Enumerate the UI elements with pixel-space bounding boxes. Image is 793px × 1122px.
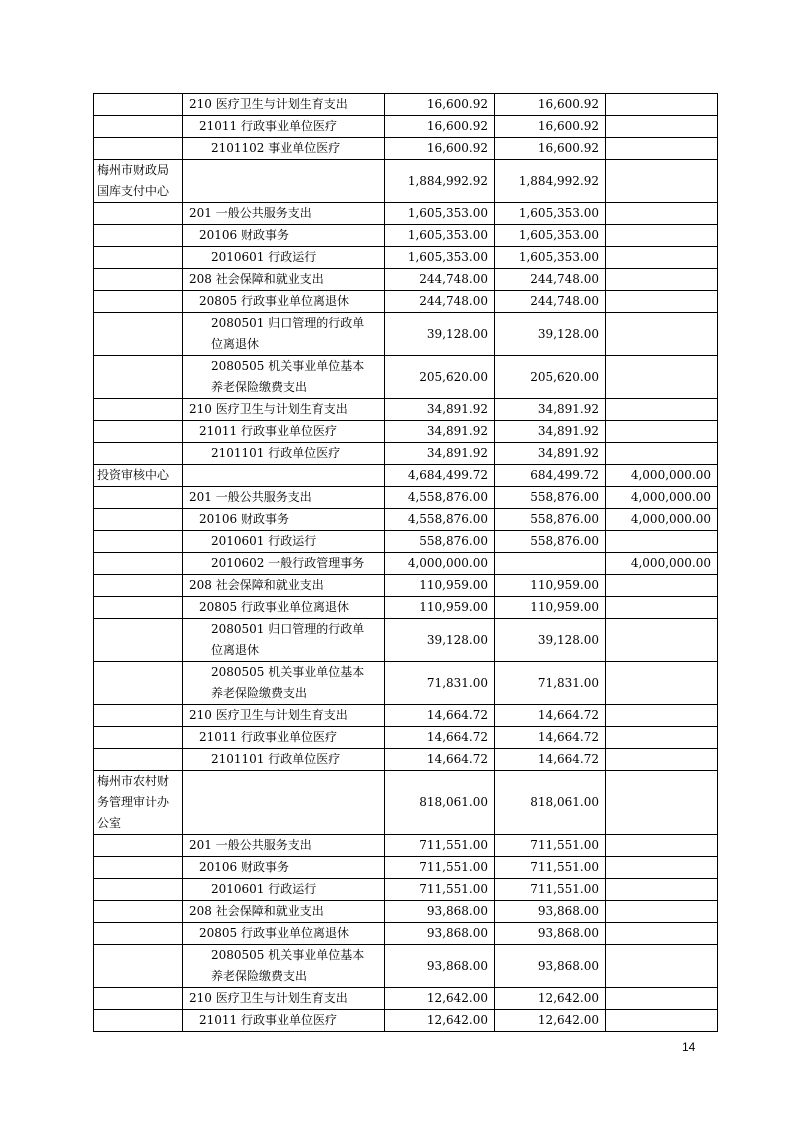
table-row <box>94 313 718 356</box>
total-cell: 1,605,353.00 <box>385 247 495 269</box>
basic-expense-cell: 34,891.92 <box>495 443 606 465</box>
total-cell: 711,551.00 <box>385 857 495 879</box>
table-row <box>94 531 718 553</box>
unit-cell <box>94 597 183 619</box>
total-cell: 4,684,499.72 <box>385 465 495 487</box>
unit-cell <box>94 225 183 247</box>
project-expense-cell: 4,000,000.00 <box>606 487 718 509</box>
subject-cell <box>183 771 385 835</box>
project-expense-cell <box>606 203 718 225</box>
unit-cell <box>94 553 183 575</box>
project-expense-cell <box>606 857 718 879</box>
subject-cell: 210 医疗卫生与计划生育支出 <box>183 988 385 1010</box>
project-expense-cell <box>606 399 718 421</box>
project-expense-cell <box>606 160 718 203</box>
subject-cell: 20805 行政事业单位离退休 <box>183 923 385 945</box>
basic-expense-cell: 711,551.00 <box>495 835 606 857</box>
subject-cell: 2080505 机关事业单位基本养老保险缴费支出 <box>183 662 385 705</box>
basic-expense-cell: 93,868.00 <box>495 923 606 945</box>
unit-cell <box>94 94 183 116</box>
project-expense-cell <box>606 662 718 705</box>
total-cell: 93,868.00 <box>385 945 495 988</box>
basic-expense-cell: 34,891.92 <box>495 399 606 421</box>
subject-cell: 2080501 归口管理的行政单位离退休 <box>183 619 385 662</box>
table-row <box>94 575 718 597</box>
total-cell: 205,620.00 <box>385 356 495 399</box>
basic-expense-cell: 39,128.00 <box>495 619 606 662</box>
total-cell: 244,748.00 <box>385 269 495 291</box>
total-cell: 110,959.00 <box>385 597 495 619</box>
table-row <box>94 988 718 1010</box>
basic-expense-cell <box>495 553 606 575</box>
table-row <box>94 116 718 138</box>
basic-expense-cell: 14,664.72 <box>495 749 606 771</box>
table-row <box>94 749 718 771</box>
unit-cell: 投资审核中心 <box>94 465 183 487</box>
table-row <box>94 225 718 247</box>
project-expense-cell <box>606 291 718 313</box>
unit-cell <box>94 1010 183 1032</box>
unit-cell <box>94 835 183 857</box>
project-expense-cell <box>606 901 718 923</box>
project-expense-cell <box>606 225 718 247</box>
table-row <box>94 421 718 443</box>
unit-cell <box>94 705 183 727</box>
project-expense-cell <box>606 531 718 553</box>
total-cell: 39,128.00 <box>385 619 495 662</box>
subject-cell: 20106 财政事务 <box>183 857 385 879</box>
total-cell: 93,868.00 <box>385 901 495 923</box>
subject-cell: 201 一般公共服务支出 <box>183 487 385 509</box>
project-expense-cell <box>606 705 718 727</box>
project-expense-cell <box>606 771 718 835</box>
subject-cell: 21011 行政事业单位医疗 <box>183 116 385 138</box>
project-expense-cell <box>606 94 718 116</box>
project-expense-cell <box>606 116 718 138</box>
basic-expense-cell: 39,128.00 <box>495 313 606 356</box>
basic-expense-cell: 684,499.72 <box>495 465 606 487</box>
total-cell: 71,831.00 <box>385 662 495 705</box>
subject-cell: 20106 财政事务 <box>183 509 385 531</box>
total-cell: 110,959.00 <box>385 575 495 597</box>
unit-cell <box>94 727 183 749</box>
basic-expense-cell: 14,664.72 <box>495 705 606 727</box>
basic-expense-cell: 558,876.00 <box>495 509 606 531</box>
unit-cell <box>94 247 183 269</box>
subject-cell: 208 社会保障和就业支出 <box>183 901 385 923</box>
table-row <box>94 269 718 291</box>
project-expense-cell <box>606 988 718 1010</box>
budget-table-body <box>94 94 718 1032</box>
basic-expense-cell: 12,642.00 <box>495 1010 606 1032</box>
basic-expense-cell: 1,605,353.00 <box>495 225 606 247</box>
total-cell: 34,891.92 <box>385 421 495 443</box>
table-row <box>94 597 718 619</box>
project-expense-cell <box>606 597 718 619</box>
basic-expense-cell: 711,551.00 <box>495 857 606 879</box>
subject-cell <box>183 160 385 203</box>
subject-cell: 2010601 行政运行 <box>183 247 385 269</box>
table-row <box>94 705 718 727</box>
project-expense-cell: 4,000,000.00 <box>606 553 718 575</box>
total-cell: 34,891.92 <box>385 399 495 421</box>
project-expense-cell <box>606 138 718 160</box>
unit-cell <box>94 857 183 879</box>
unit-row <box>94 771 718 835</box>
unit-cell <box>94 399 183 421</box>
basic-expense-cell: 1,605,353.00 <box>495 247 606 269</box>
table-row <box>94 1010 718 1032</box>
table-row <box>94 487 718 509</box>
project-expense-cell <box>606 421 718 443</box>
table-row <box>94 857 718 879</box>
total-cell: 711,551.00 <box>385 879 495 901</box>
table-row <box>94 662 718 705</box>
total-cell: 818,061.00 <box>385 771 495 835</box>
unit-cell <box>94 269 183 291</box>
subject-cell <box>183 465 385 487</box>
unit-cell <box>94 749 183 771</box>
unit-cell <box>94 575 183 597</box>
subject-cell: 210 医疗卫生与计划生育支出 <box>183 94 385 116</box>
basic-expense-cell: 711,551.00 <box>495 879 606 901</box>
project-expense-cell <box>606 269 718 291</box>
basic-expense-cell: 93,868.00 <box>495 945 606 988</box>
table-row <box>94 945 718 988</box>
project-expense-cell <box>606 923 718 945</box>
unit-cell: 梅州市农村财务管理审计办公室 <box>94 771 183 835</box>
basic-expense-cell: 34,891.92 <box>495 421 606 443</box>
basic-expense-cell: 12,642.00 <box>495 988 606 1010</box>
total-cell: 34,891.92 <box>385 443 495 465</box>
unit-cell <box>94 291 183 313</box>
table-row <box>94 138 718 160</box>
table-row <box>94 727 718 749</box>
basic-expense-cell: 110,959.00 <box>495 575 606 597</box>
table-row <box>94 901 718 923</box>
basic-expense-cell: 1,605,353.00 <box>495 203 606 225</box>
unit-cell <box>94 203 183 225</box>
project-expense-cell: 4,000,000.00 <box>606 509 718 531</box>
unit-row <box>94 160 718 203</box>
table-row <box>94 923 718 945</box>
project-expense-cell <box>606 575 718 597</box>
project-expense-cell <box>606 443 718 465</box>
subject-cell: 2080505 机关事业单位基本养老保险缴费支出 <box>183 945 385 988</box>
unit-cell <box>94 923 183 945</box>
subject-cell: 201 一般公共服务支出 <box>183 203 385 225</box>
subject-cell: 2080505 机关事业单位基本养老保险缴费支出 <box>183 356 385 399</box>
project-expense-cell: 4,000,000.00 <box>606 465 718 487</box>
table-row <box>94 553 718 575</box>
basic-expense-cell: 110,959.00 <box>495 597 606 619</box>
project-expense-cell <box>606 356 718 399</box>
basic-expense-cell: 16,600.92 <box>495 138 606 160</box>
total-cell: 39,128.00 <box>385 313 495 356</box>
total-cell: 711,551.00 <box>385 835 495 857</box>
basic-expense-cell: 14,664.72 <box>495 727 606 749</box>
total-cell: 244,748.00 <box>385 291 495 313</box>
total-cell: 4,558,876.00 <box>385 509 495 531</box>
unit-cell <box>94 487 183 509</box>
basic-expense-cell: 558,876.00 <box>495 531 606 553</box>
table-row <box>94 619 718 662</box>
unit-cell <box>94 531 183 553</box>
subject-cell: 2010602 一般行政管理事务 <box>183 553 385 575</box>
page-number: 14 <box>682 1040 696 1054</box>
table-row <box>94 291 718 313</box>
project-expense-cell <box>606 727 718 749</box>
total-cell: 93,868.00 <box>385 923 495 945</box>
unit-cell <box>94 901 183 923</box>
subject-cell: 208 社会保障和就业支出 <box>183 575 385 597</box>
unit-cell <box>94 356 183 399</box>
basic-expense-cell: 1,884,992.92 <box>495 160 606 203</box>
total-cell: 12,642.00 <box>385 1010 495 1032</box>
project-expense-cell <box>606 749 718 771</box>
unit-cell <box>94 879 183 901</box>
basic-expense-cell: 16,600.92 <box>495 116 606 138</box>
unit-cell <box>94 945 183 988</box>
subject-cell: 2101101 行政单位医疗 <box>183 749 385 771</box>
project-expense-cell <box>606 247 718 269</box>
unit-cell <box>94 619 183 662</box>
basic-expense-cell: 244,748.00 <box>495 269 606 291</box>
unit-cell <box>94 421 183 443</box>
subject-cell: 2101102 事业单位医疗 <box>183 138 385 160</box>
subject-cell: 210 医疗卫生与计划生育支出 <box>183 705 385 727</box>
table-row <box>94 247 718 269</box>
total-cell: 16,600.92 <box>385 94 495 116</box>
unit-cell <box>94 988 183 1010</box>
subject-cell: 201 一般公共服务支出 <box>183 835 385 857</box>
subject-cell: 210 医疗卫生与计划生育支出 <box>183 399 385 421</box>
table-row <box>94 443 718 465</box>
total-cell: 1,884,992.92 <box>385 160 495 203</box>
subject-cell: 2101101 行政单位医疗 <box>183 443 385 465</box>
unit-cell <box>94 138 183 160</box>
total-cell: 16,600.92 <box>385 138 495 160</box>
subject-cell: 21011 行政事业单位医疗 <box>183 727 385 749</box>
total-cell: 558,876.00 <box>385 531 495 553</box>
unit-cell <box>94 509 183 531</box>
subject-cell: 20106 财政事务 <box>183 225 385 247</box>
table-row <box>94 356 718 399</box>
total-cell: 4,000,000.00 <box>385 553 495 575</box>
basic-expense-cell: 205,620.00 <box>495 356 606 399</box>
subject-cell: 2010601 行政运行 <box>183 531 385 553</box>
subject-cell: 20805 行政事业单位离退休 <box>183 597 385 619</box>
unit-cell <box>94 313 183 356</box>
basic-expense-cell: 93,868.00 <box>495 901 606 923</box>
table-row <box>94 879 718 901</box>
basic-expense-cell: 244,748.00 <box>495 291 606 313</box>
table-row <box>94 835 718 857</box>
basic-expense-cell: 818,061.00 <box>495 771 606 835</box>
project-expense-cell <box>606 1010 718 1032</box>
table-row <box>94 399 718 421</box>
unit-cell <box>94 662 183 705</box>
total-cell: 1,605,353.00 <box>385 225 495 247</box>
project-expense-cell <box>606 879 718 901</box>
total-cell: 14,664.72 <box>385 705 495 727</box>
subject-cell: 2010601 行政运行 <box>183 879 385 901</box>
basic-expense-cell: 558,876.00 <box>495 487 606 509</box>
project-expense-cell <box>606 835 718 857</box>
unit-row <box>94 465 718 487</box>
total-cell: 1,605,353.00 <box>385 203 495 225</box>
subject-cell: 2080501 归口管理的行政单位离退休 <box>183 313 385 356</box>
unit-cell: 梅州市财政局国库支付中心 <box>94 160 183 203</box>
subject-cell: 208 社会保障和就业支出 <box>183 269 385 291</box>
table-row <box>94 94 718 116</box>
project-expense-cell <box>606 313 718 356</box>
total-cell: 4,558,876.00 <box>385 487 495 509</box>
unit-cell <box>94 116 183 138</box>
total-cell: 16,600.92 <box>385 116 495 138</box>
budget-table <box>93 93 718 1032</box>
basic-expense-cell: 16,600.92 <box>495 94 606 116</box>
unit-cell <box>94 443 183 465</box>
total-cell: 12,642.00 <box>385 988 495 1010</box>
total-cell: 14,664.72 <box>385 727 495 749</box>
subject-cell: 21011 行政事业单位医疗 <box>183 421 385 443</box>
table-row <box>94 203 718 225</box>
subject-cell: 21011 行政事业单位医疗 <box>183 1010 385 1032</box>
subject-cell: 20805 行政事业单位离退休 <box>183 291 385 313</box>
project-expense-cell <box>606 619 718 662</box>
table-row <box>94 509 718 531</box>
basic-expense-cell: 71,831.00 <box>495 662 606 705</box>
project-expense-cell <box>606 945 718 988</box>
total-cell: 14,664.72 <box>385 749 495 771</box>
